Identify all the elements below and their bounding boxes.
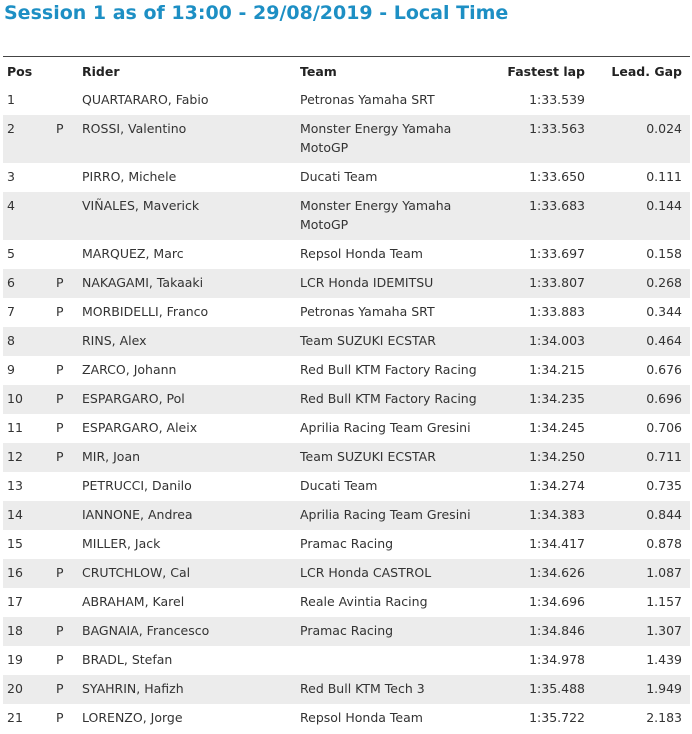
- header-pos: Pos: [7, 64, 33, 79]
- private-marker-cell: P: [56, 681, 64, 696]
- fastest-lap-cell: 1:34.417: [529, 536, 585, 551]
- lead-gap-cell: 0.464: [646, 333, 682, 348]
- lead-gap-cell: 1.949: [646, 681, 682, 696]
- fastest-lap-cell: 1:34.003: [529, 333, 585, 348]
- pos-cell: 8: [7, 333, 15, 348]
- header-rider: Rider: [82, 64, 120, 79]
- pos-cell: 13: [7, 478, 23, 493]
- team-cell: Pramac Racing: [300, 536, 394, 551]
- fastest-lap-cell: 1:34.215: [529, 362, 585, 377]
- fastest-lap-cell: 1:34.383: [529, 507, 585, 522]
- pos-cell: 2: [7, 121, 15, 136]
- fastest-lap-cell: 1:33.539: [529, 92, 585, 107]
- team-cell: Petronas Yamaha SRT: [300, 304, 435, 319]
- fastest-lap-cell: 1:35.722: [529, 710, 585, 725]
- table-row: [3, 617, 690, 646]
- table-row: [3, 298, 690, 327]
- table-row: [3, 115, 690, 163]
- fastest-lap-cell: 1:34.696: [529, 594, 585, 609]
- lead-gap-cell: 0.268: [646, 275, 682, 290]
- team-cell: Pramac Racing: [300, 623, 394, 638]
- rider-cell: ESPARGARO, Aleix: [82, 420, 198, 435]
- lead-gap-cell: 0.735: [646, 478, 682, 493]
- fastest-lap-cell: 1:33.683: [529, 198, 585, 213]
- fastest-lap-cell: 1:33.807: [529, 275, 585, 290]
- lead-gap-cell: 1.087: [646, 565, 682, 580]
- fastest-lap-cell: 1:34.274: [529, 478, 585, 493]
- team-cell: Team SUZUKI ECSTAR: [300, 333, 436, 348]
- team-cell: Repsol Honda Team: [300, 246, 423, 261]
- private-marker-cell: P: [56, 449, 64, 464]
- fastest-lap-cell: 1:34.846: [529, 623, 585, 638]
- pos-cell: 7: [7, 304, 15, 319]
- pos-cell: 12: [7, 449, 23, 464]
- team-cell: Team SUZUKI ECSTAR: [300, 449, 436, 464]
- team-cell: Repsol Honda Team: [300, 710, 423, 725]
- fastest-lap-cell: 1:34.250: [529, 449, 585, 464]
- table-row: [3, 675, 690, 704]
- fastest-lap-cell: 1:33.697: [529, 246, 585, 261]
- table-row: [3, 240, 690, 269]
- table-row: [3, 530, 690, 559]
- table-row: [3, 704, 690, 733]
- rider-cell: VIÑALES, Maverick: [82, 198, 200, 213]
- results-table: [3, 56, 690, 733]
- lead-gap-cell: 2.183: [646, 710, 682, 725]
- table-row: [3, 472, 690, 501]
- pos-cell: 5: [7, 246, 15, 261]
- private-marker-cell: P: [56, 275, 64, 290]
- private-marker-cell: P: [56, 362, 64, 377]
- rider-cell: PIRRO, Michele: [82, 169, 177, 184]
- rider-cell: QUARTARARO, Fabio: [82, 92, 209, 107]
- table-row: [3, 414, 690, 443]
- lead-gap-cell: 1.157: [646, 594, 682, 609]
- team-cell: Red Bull KTM Factory Racing: [300, 362, 477, 377]
- table-row: [3, 163, 690, 192]
- pos-cell: 18: [7, 623, 23, 638]
- private-marker-cell: P: [56, 623, 64, 638]
- table-header-row: [3, 57, 690, 86]
- rider-cell: CRUTCHLOW, Cal: [82, 565, 191, 580]
- rider-cell: BRADL, Stefan: [82, 652, 173, 667]
- rider-cell: ZARCO, Johann: [82, 362, 177, 377]
- rider-cell: MILLER, Jack: [82, 536, 161, 551]
- header-lead-gap: Lead. Gap: [611, 64, 682, 79]
- table-row: [3, 327, 690, 356]
- rider-cell: ESPARGARO, Pol: [82, 391, 185, 406]
- lead-gap-cell: 1.307: [646, 623, 682, 638]
- lead-gap-cell: 0.344: [646, 304, 682, 319]
- fastest-lap-cell: 1:34.978: [529, 652, 585, 667]
- fastest-lap-cell: 1:33.883: [529, 304, 585, 319]
- pos-cell: 3: [7, 169, 15, 184]
- lead-gap-cell: 0.696: [646, 391, 682, 406]
- rider-cell: MIR, Joan: [82, 449, 141, 464]
- rider-cell: LORENZO, Jorge: [82, 710, 183, 725]
- team-cell: LCR Honda IDEMITSU: [300, 275, 434, 290]
- pos-cell: 21: [7, 710, 23, 725]
- private-marker-cell: P: [56, 391, 64, 406]
- team-cell: Aprilia Racing Team Gresini: [300, 507, 471, 522]
- table-row: [3, 501, 690, 530]
- team-cell: Red Bull KTM Tech 3: [300, 681, 425, 696]
- rider-cell: RINS, Alex: [82, 333, 147, 348]
- private-marker-cell: P: [56, 652, 64, 667]
- pos-cell: 6: [7, 275, 15, 290]
- private-marker-cell: P: [56, 420, 64, 435]
- rider-cell: BAGNAIA, Francesco: [82, 623, 210, 638]
- rider-cell: MARQUEZ, Marc: [82, 246, 184, 261]
- pos-cell: 10: [7, 391, 23, 406]
- lead-gap-cell: 0.111: [646, 169, 682, 184]
- lead-gap-cell: 0.158: [646, 246, 682, 261]
- team-cell: Petronas Yamaha SRT: [300, 92, 435, 107]
- pos-cell: 11: [7, 420, 23, 435]
- rider-cell: SYAHRIN, Hafizh: [82, 681, 184, 696]
- pos-cell: 9: [7, 362, 15, 377]
- table-row: [3, 269, 690, 298]
- private-marker-cell: P: [56, 710, 64, 725]
- team-cell: Ducati Team: [300, 169, 378, 184]
- fastest-lap-cell: 1:35.488: [529, 681, 585, 696]
- pos-cell: 17: [7, 594, 23, 609]
- pos-cell: 14: [7, 507, 23, 522]
- team-cell: Monster Energy Yamaha MotoGP: [300, 198, 452, 232]
- team-cell: LCR Honda CASTROL: [300, 565, 432, 580]
- pos-cell: 1: [7, 92, 15, 107]
- pos-cell: 19: [7, 652, 23, 667]
- lead-gap-cell: 0.878: [646, 536, 682, 551]
- header-team: Team: [300, 64, 337, 79]
- team-cell: Aprilia Racing Team Gresini: [300, 420, 471, 435]
- team-cell: Reale Avintia Racing: [300, 594, 428, 609]
- table-row: [3, 86, 690, 115]
- fastest-lap-cell: 1:34.626: [529, 565, 585, 580]
- lead-gap-cell: 0.844: [646, 507, 682, 522]
- team-cell: Ducati Team: [300, 478, 378, 493]
- rider-cell: ROSSI, Valentino: [82, 121, 187, 136]
- pos-cell: 16: [7, 565, 23, 580]
- lead-gap-cell: 0.024: [646, 121, 682, 136]
- page-title: Session 1 as of 13:00 - 29/08/2019 - Local Time: [4, 2, 509, 24]
- fastest-lap-cell: 1:34.235: [529, 391, 585, 406]
- fastest-lap-cell: 1:34.245: [529, 420, 585, 435]
- table-body: [3, 86, 690, 733]
- private-marker-cell: P: [56, 304, 64, 319]
- private-marker-cell: P: [56, 565, 64, 580]
- pos-cell: 4: [7, 198, 15, 213]
- rider-cell: NAKAGAMI, Takaaki: [82, 275, 204, 290]
- lead-gap-cell: 0.676: [646, 362, 682, 377]
- rider-cell: IANNONE, Andrea: [82, 507, 193, 522]
- fastest-lap-cell: 1:33.563: [529, 121, 585, 136]
- rider-cell: ABRAHAM, Karel: [82, 594, 185, 609]
- fastest-lap-cell: 1:33.650: [529, 169, 585, 184]
- lead-gap-cell: 0.711: [646, 449, 682, 464]
- lead-gap-cell: 0.706: [646, 420, 682, 435]
- table-row: [3, 356, 690, 385]
- table-row: [3, 192, 690, 240]
- header-fastest-lap: Fastest lap: [507, 64, 585, 79]
- rider-cell: PETRUCCI, Danilo: [82, 478, 192, 493]
- table-row: [3, 385, 690, 414]
- table-row: [3, 588, 690, 617]
- team-cell: Monster Energy Yamaha MotoGP: [300, 121, 452, 155]
- lead-gap-cell: 1.439: [646, 652, 682, 667]
- table-row: [3, 443, 690, 472]
- pos-cell: 20: [7, 681, 23, 696]
- private-marker-cell: P: [56, 121, 64, 136]
- lead-gap-cell: 0.144: [646, 198, 682, 213]
- table-row: [3, 559, 690, 588]
- table-row: [3, 646, 690, 675]
- team-cell: Red Bull KTM Factory Racing: [300, 391, 477, 406]
- pos-cell: 15: [7, 536, 23, 551]
- rider-cell: MORBIDELLI, Franco: [82, 304, 209, 319]
